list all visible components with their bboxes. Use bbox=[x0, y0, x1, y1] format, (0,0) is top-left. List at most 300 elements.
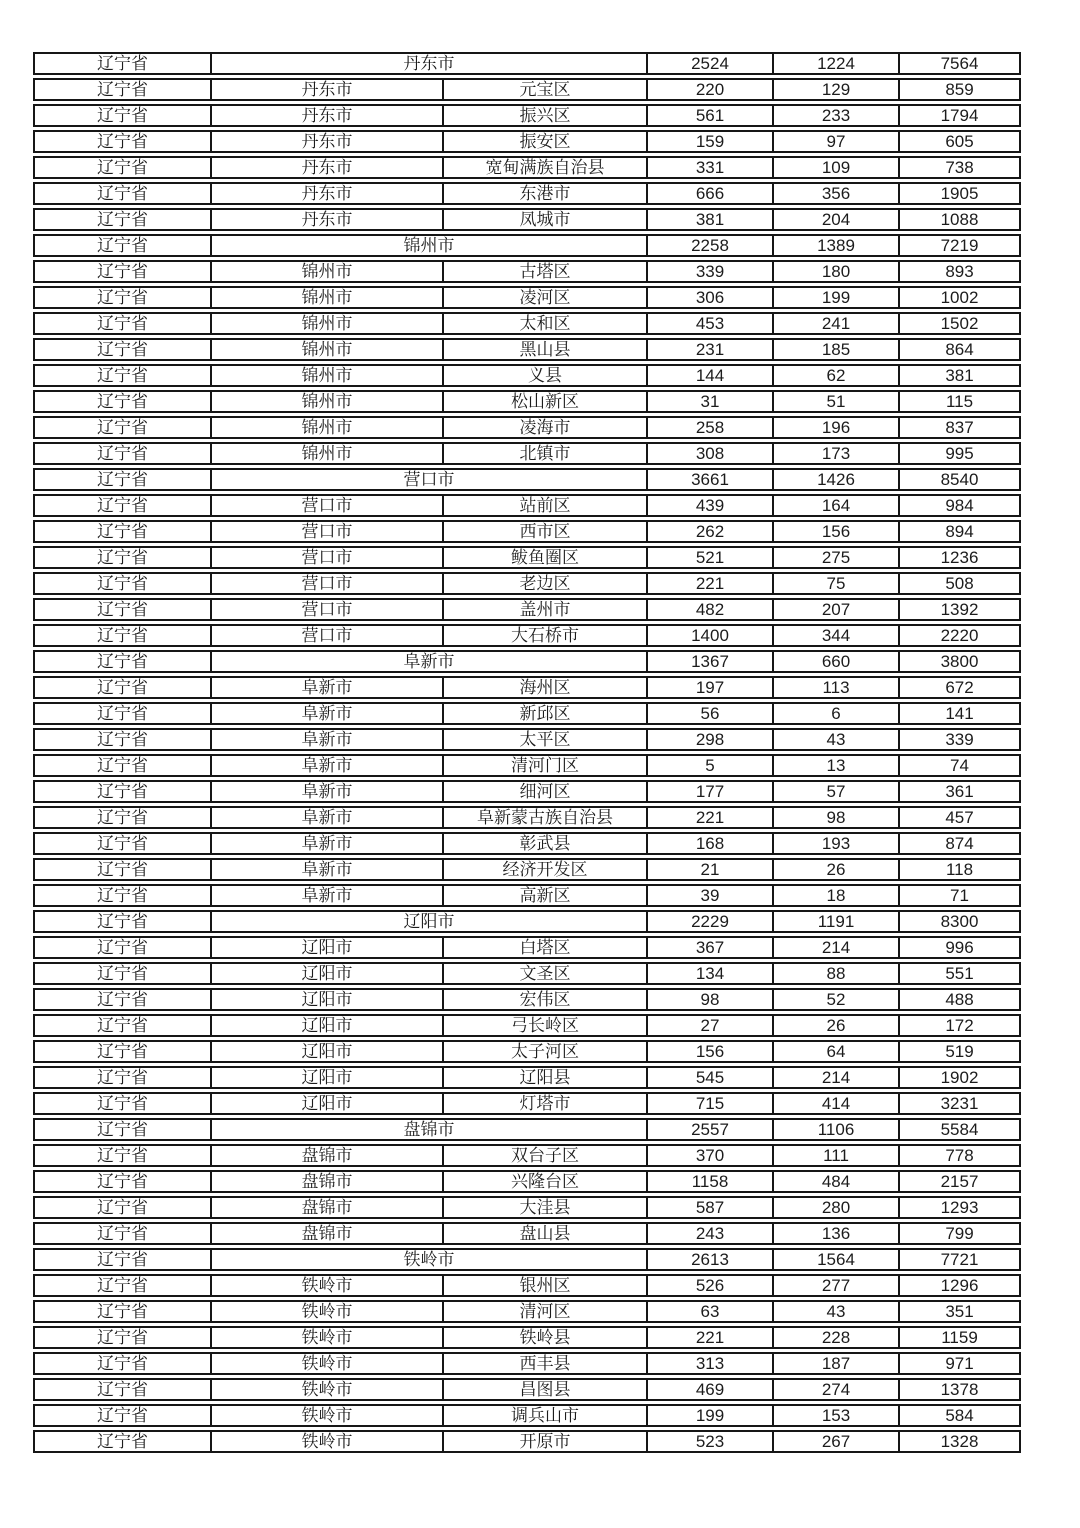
table-row-city-total bbox=[33, 1248, 1021, 1271]
table-row bbox=[33, 1378, 1021, 1401]
province-cell: 辽宁省 bbox=[33, 702, 210, 725]
value-cell: 56 bbox=[646, 702, 772, 725]
value-cell: 361 bbox=[898, 780, 1021, 803]
value-cell: 43 bbox=[772, 1300, 898, 1323]
value-cell: 1293 bbox=[898, 1196, 1021, 1219]
value-cell: 7721 bbox=[898, 1248, 1021, 1271]
value-cell: 1296 bbox=[898, 1274, 1021, 1297]
table-row bbox=[33, 832, 1021, 855]
province-cell: 辽宁省 bbox=[33, 1040, 210, 1063]
value-cell: 214 bbox=[772, 936, 898, 959]
district-cell: 文圣区 bbox=[442, 962, 646, 985]
value-cell: 141 bbox=[898, 702, 1021, 725]
city-cell-merged: 铁岭市 bbox=[210, 1248, 646, 1271]
district-cell: 大石桥市 bbox=[442, 624, 646, 647]
value-cell: 207 bbox=[772, 598, 898, 621]
table-row bbox=[33, 962, 1021, 985]
table-row bbox=[33, 364, 1021, 387]
district-cell: 灯塔市 bbox=[442, 1092, 646, 1115]
value-cell: 469 bbox=[646, 1378, 772, 1401]
value-cell: 3661 bbox=[646, 468, 772, 491]
value-cell: 97 bbox=[772, 130, 898, 153]
value-cell: 1426 bbox=[772, 468, 898, 491]
value-cell: 381 bbox=[898, 364, 1021, 387]
district-cell: 宽甸满族自治县 bbox=[442, 156, 646, 179]
district-cell: 阜新蒙古族自治县 bbox=[442, 806, 646, 829]
value-cell: 561 bbox=[646, 104, 772, 127]
value-cell: 1159 bbox=[898, 1326, 1021, 1349]
value-cell: 18 bbox=[772, 884, 898, 907]
value-cell: 519 bbox=[898, 1040, 1021, 1063]
value-cell: 508 bbox=[898, 572, 1021, 595]
value-cell: 8540 bbox=[898, 468, 1021, 491]
value-cell: 356 bbox=[772, 182, 898, 205]
city-cell-merged: 锦州市 bbox=[210, 234, 646, 257]
province-cell: 辽宁省 bbox=[33, 468, 210, 491]
table-row bbox=[33, 1326, 1021, 1349]
value-cell: 996 bbox=[898, 936, 1021, 959]
value-cell: 715 bbox=[646, 1092, 772, 1115]
value-cell: 584 bbox=[898, 1404, 1021, 1427]
district-cell: 白塔区 bbox=[442, 936, 646, 959]
table-row bbox=[33, 780, 1021, 803]
value-cell: 306 bbox=[646, 286, 772, 309]
district-cell: 太子河区 bbox=[442, 1040, 646, 1063]
province-cell: 辽宁省 bbox=[33, 1014, 210, 1037]
value-cell: 51 bbox=[772, 390, 898, 413]
value-cell: 277 bbox=[772, 1274, 898, 1297]
value-cell: 134 bbox=[646, 962, 772, 985]
city-cell: 铁岭市 bbox=[210, 1274, 442, 1297]
city-cell: 丹东市 bbox=[210, 130, 442, 153]
table-row bbox=[33, 416, 1021, 439]
statistics-table-body bbox=[33, 52, 1021, 1453]
province-cell: 辽宁省 bbox=[33, 884, 210, 907]
district-cell: 辽阳县 bbox=[442, 1066, 646, 1089]
value-cell: 7219 bbox=[898, 234, 1021, 257]
value-cell: 115 bbox=[898, 390, 1021, 413]
district-cell: 义县 bbox=[442, 364, 646, 387]
value-cell: 439 bbox=[646, 494, 772, 517]
value-cell: 262 bbox=[646, 520, 772, 543]
table-row bbox=[33, 598, 1021, 621]
province-cell: 辽宁省 bbox=[33, 1430, 210, 1453]
table-row bbox=[33, 572, 1021, 595]
city-cell: 盘锦市 bbox=[210, 1196, 442, 1219]
value-cell: 351 bbox=[898, 1300, 1021, 1323]
value-cell: 339 bbox=[898, 728, 1021, 751]
table-row bbox=[33, 1404, 1021, 1427]
city-cell: 阜新市 bbox=[210, 884, 442, 907]
city-cell: 阜新市 bbox=[210, 702, 442, 725]
province-cell: 辽宁省 bbox=[33, 728, 210, 751]
table-row bbox=[33, 130, 1021, 153]
province-cell: 辽宁省 bbox=[33, 1196, 210, 1219]
value-cell: 98 bbox=[772, 806, 898, 829]
table-row bbox=[33, 390, 1021, 413]
value-cell: 193 bbox=[772, 832, 898, 855]
table-row bbox=[33, 156, 1021, 179]
value-cell: 5584 bbox=[898, 1118, 1021, 1141]
province-cell: 辽宁省 bbox=[33, 520, 210, 543]
table-row bbox=[33, 988, 1021, 1011]
province-cell: 辽宁省 bbox=[33, 1378, 210, 1401]
city-cell-merged: 阜新市 bbox=[210, 650, 646, 673]
city-cell: 辽阳市 bbox=[210, 1040, 442, 1063]
city-cell: 铁岭市 bbox=[210, 1300, 442, 1323]
value-cell: 177 bbox=[646, 780, 772, 803]
district-cell: 双台子区 bbox=[442, 1144, 646, 1167]
province-cell: 辽宁省 bbox=[33, 1300, 210, 1323]
district-cell: 铁岭县 bbox=[442, 1326, 646, 1349]
value-cell: 129 bbox=[772, 78, 898, 101]
table-row bbox=[33, 1430, 1021, 1453]
value-cell: 339 bbox=[646, 260, 772, 283]
district-cell: 清河门区 bbox=[442, 754, 646, 777]
value-cell: 308 bbox=[646, 442, 772, 465]
district-cell: 凌河区 bbox=[442, 286, 646, 309]
province-cell: 辽宁省 bbox=[33, 858, 210, 881]
value-cell: 75 bbox=[772, 572, 898, 595]
city-cell: 铁岭市 bbox=[210, 1378, 442, 1401]
value-cell: 995 bbox=[898, 442, 1021, 465]
province-cell: 辽宁省 bbox=[33, 624, 210, 647]
value-cell: 893 bbox=[898, 260, 1021, 283]
province-cell: 辽宁省 bbox=[33, 1118, 210, 1141]
value-cell: 526 bbox=[646, 1274, 772, 1297]
province-cell: 辽宁省 bbox=[33, 156, 210, 179]
district-cell: 西丰县 bbox=[442, 1352, 646, 1375]
district-cell: 黑山县 bbox=[442, 338, 646, 361]
value-cell: 453 bbox=[646, 312, 772, 335]
value-cell: 5 bbox=[646, 754, 772, 777]
table-row-city-total bbox=[33, 650, 1021, 673]
district-cell: 西市区 bbox=[442, 520, 646, 543]
value-cell: 43 bbox=[772, 728, 898, 751]
province-cell: 辽宁省 bbox=[33, 234, 210, 257]
city-cell: 盘锦市 bbox=[210, 1222, 442, 1245]
value-cell: 156 bbox=[772, 520, 898, 543]
city-cell: 阜新市 bbox=[210, 728, 442, 751]
value-cell: 971 bbox=[898, 1352, 1021, 1375]
value-cell: 144 bbox=[646, 364, 772, 387]
table-row bbox=[33, 1066, 1021, 1089]
value-cell: 837 bbox=[898, 416, 1021, 439]
city-cell: 营口市 bbox=[210, 598, 442, 621]
value-cell: 275 bbox=[772, 546, 898, 569]
value-cell: 370 bbox=[646, 1144, 772, 1167]
value-cell: 39 bbox=[646, 884, 772, 907]
value-cell: 6 bbox=[772, 702, 898, 725]
value-cell: 1158 bbox=[646, 1170, 772, 1193]
value-cell: 98 bbox=[646, 988, 772, 1011]
value-cell: 1400 bbox=[646, 624, 772, 647]
city-cell-merged: 盘锦市 bbox=[210, 1118, 646, 1141]
district-cell: 开原市 bbox=[442, 1430, 646, 1453]
province-cell: 辽宁省 bbox=[33, 1170, 210, 1193]
district-cell: 高新区 bbox=[442, 884, 646, 907]
province-cell: 辽宁省 bbox=[33, 1248, 210, 1271]
city-cell: 铁岭市 bbox=[210, 1326, 442, 1349]
table-row bbox=[33, 312, 1021, 335]
province-cell: 辽宁省 bbox=[33, 286, 210, 309]
value-cell: 859 bbox=[898, 78, 1021, 101]
city-cell: 辽阳市 bbox=[210, 1066, 442, 1089]
province-cell: 辽宁省 bbox=[33, 182, 210, 205]
value-cell: 52 bbox=[772, 988, 898, 1011]
province-cell: 辽宁省 bbox=[33, 1066, 210, 1089]
value-cell: 799 bbox=[898, 1222, 1021, 1245]
province-cell: 辽宁省 bbox=[33, 910, 210, 933]
table-row bbox=[33, 936, 1021, 959]
city-cell: 盘锦市 bbox=[210, 1170, 442, 1193]
value-cell: 1002 bbox=[898, 286, 1021, 309]
table-row bbox=[33, 728, 1021, 751]
value-cell: 488 bbox=[898, 988, 1021, 1011]
value-cell: 26 bbox=[772, 858, 898, 881]
value-cell: 221 bbox=[646, 572, 772, 595]
value-cell: 196 bbox=[772, 416, 898, 439]
table-row bbox=[33, 702, 1021, 725]
city-cell: 铁岭市 bbox=[210, 1430, 442, 1453]
value-cell: 298 bbox=[646, 728, 772, 751]
district-cell: 北镇市 bbox=[442, 442, 646, 465]
value-cell: 241 bbox=[772, 312, 898, 335]
table-row bbox=[33, 442, 1021, 465]
value-cell: 1392 bbox=[898, 598, 1021, 621]
table-row bbox=[33, 806, 1021, 829]
value-cell: 605 bbox=[898, 130, 1021, 153]
value-cell: 111 bbox=[772, 1144, 898, 1167]
value-cell: 63 bbox=[646, 1300, 772, 1323]
province-cell: 辽宁省 bbox=[33, 1274, 210, 1297]
value-cell: 2613 bbox=[646, 1248, 772, 1271]
table-row bbox=[33, 338, 1021, 361]
value-cell: 313 bbox=[646, 1352, 772, 1375]
province-cell: 辽宁省 bbox=[33, 1404, 210, 1427]
province-cell: 辽宁省 bbox=[33, 754, 210, 777]
province-cell: 辽宁省 bbox=[33, 52, 210, 75]
table-row bbox=[33, 754, 1021, 777]
value-cell: 1794 bbox=[898, 104, 1021, 127]
value-cell: 666 bbox=[646, 182, 772, 205]
district-cell: 凌海市 bbox=[442, 416, 646, 439]
city-cell-merged: 丹东市 bbox=[210, 52, 646, 75]
province-cell: 辽宁省 bbox=[33, 338, 210, 361]
district-cell: 海州区 bbox=[442, 676, 646, 699]
value-cell: 187 bbox=[772, 1352, 898, 1375]
table-row bbox=[33, 1014, 1021, 1037]
value-cell: 164 bbox=[772, 494, 898, 517]
province-cell: 辽宁省 bbox=[33, 936, 210, 959]
district-cell: 银州区 bbox=[442, 1274, 646, 1297]
city-cell: 营口市 bbox=[210, 546, 442, 569]
city-cell: 辽阳市 bbox=[210, 1014, 442, 1037]
city-cell-merged: 辽阳市 bbox=[210, 910, 646, 933]
value-cell: 185 bbox=[772, 338, 898, 361]
province-cell: 辽宁省 bbox=[33, 1222, 210, 1245]
value-cell: 13 bbox=[772, 754, 898, 777]
city-cell: 阜新市 bbox=[210, 754, 442, 777]
value-cell: 64 bbox=[772, 1040, 898, 1063]
table-row bbox=[33, 1300, 1021, 1323]
province-cell: 辽宁省 bbox=[33, 78, 210, 101]
district-cell: 新邱区 bbox=[442, 702, 646, 725]
city-cell: 营口市 bbox=[210, 572, 442, 595]
value-cell: 1502 bbox=[898, 312, 1021, 335]
province-cell: 辽宁省 bbox=[33, 416, 210, 439]
value-cell: 484 bbox=[772, 1170, 898, 1193]
value-cell: 1902 bbox=[898, 1066, 1021, 1089]
city-cell: 锦州市 bbox=[210, 312, 442, 335]
table-row bbox=[33, 1040, 1021, 1063]
value-cell: 738 bbox=[898, 156, 1021, 179]
district-cell: 鲅鱼圈区 bbox=[442, 546, 646, 569]
province-cell: 辽宁省 bbox=[33, 208, 210, 231]
city-cell: 辽阳市 bbox=[210, 936, 442, 959]
province-cell: 辽宁省 bbox=[33, 676, 210, 699]
city-cell: 营口市 bbox=[210, 624, 442, 647]
value-cell: 204 bbox=[772, 208, 898, 231]
value-cell: 367 bbox=[646, 936, 772, 959]
value-cell: 8300 bbox=[898, 910, 1021, 933]
district-cell: 盘山县 bbox=[442, 1222, 646, 1245]
value-cell: 864 bbox=[898, 338, 1021, 361]
province-cell: 辽宁省 bbox=[33, 650, 210, 673]
province-cell: 辽宁省 bbox=[33, 1144, 210, 1167]
value-cell: 62 bbox=[772, 364, 898, 387]
value-cell: 1378 bbox=[898, 1378, 1021, 1401]
city-cell: 锦州市 bbox=[210, 260, 442, 283]
value-cell: 113 bbox=[772, 676, 898, 699]
city-cell: 锦州市 bbox=[210, 364, 442, 387]
value-cell: 381 bbox=[646, 208, 772, 231]
table-row bbox=[33, 624, 1021, 647]
value-cell: 214 bbox=[772, 1066, 898, 1089]
value-cell: 482 bbox=[646, 598, 772, 621]
value-cell: 660 bbox=[772, 650, 898, 673]
value-cell: 168 bbox=[646, 832, 772, 855]
city-cell: 丹东市 bbox=[210, 182, 442, 205]
city-cell: 丹东市 bbox=[210, 156, 442, 179]
district-cell: 调兵山市 bbox=[442, 1404, 646, 1427]
province-cell: 辽宁省 bbox=[33, 312, 210, 335]
city-cell-merged: 营口市 bbox=[210, 468, 646, 491]
province-cell: 辽宁省 bbox=[33, 806, 210, 829]
table-row bbox=[33, 286, 1021, 309]
table-row-city-total bbox=[33, 52, 1021, 75]
district-cell: 老边区 bbox=[442, 572, 646, 595]
district-cell: 元宝区 bbox=[442, 78, 646, 101]
table-row bbox=[33, 494, 1021, 517]
district-cell: 凤城市 bbox=[442, 208, 646, 231]
value-cell: 7564 bbox=[898, 52, 1021, 75]
value-cell: 414 bbox=[772, 1092, 898, 1115]
district-cell: 振安区 bbox=[442, 130, 646, 153]
district-cell: 古塔区 bbox=[442, 260, 646, 283]
value-cell: 2157 bbox=[898, 1170, 1021, 1193]
value-cell: 874 bbox=[898, 832, 1021, 855]
value-cell: 344 bbox=[772, 624, 898, 647]
value-cell: 136 bbox=[772, 1222, 898, 1245]
district-cell: 宏伟区 bbox=[442, 988, 646, 1011]
table-row-city-total bbox=[33, 910, 1021, 933]
value-cell: 180 bbox=[772, 260, 898, 283]
province-cell: 辽宁省 bbox=[33, 1326, 210, 1349]
value-cell: 2220 bbox=[898, 624, 1021, 647]
city-cell: 锦州市 bbox=[210, 416, 442, 439]
value-cell: 551 bbox=[898, 962, 1021, 985]
province-cell: 辽宁省 bbox=[33, 598, 210, 621]
district-cell: 兴隆台区 bbox=[442, 1170, 646, 1193]
province-cell: 辽宁省 bbox=[33, 962, 210, 985]
district-cell: 经济开发区 bbox=[442, 858, 646, 881]
table-row bbox=[33, 182, 1021, 205]
table-row bbox=[33, 78, 1021, 101]
table-row bbox=[33, 1170, 1021, 1193]
province-cell: 辽宁省 bbox=[33, 988, 210, 1011]
table-row bbox=[33, 546, 1021, 569]
district-cell: 站前区 bbox=[442, 494, 646, 517]
value-cell: 1088 bbox=[898, 208, 1021, 231]
value-cell: 2229 bbox=[646, 910, 772, 933]
value-cell: 220 bbox=[646, 78, 772, 101]
city-cell: 锦州市 bbox=[210, 338, 442, 361]
value-cell: 1367 bbox=[646, 650, 772, 673]
city-cell: 丹东市 bbox=[210, 104, 442, 127]
city-cell: 辽阳市 bbox=[210, 1092, 442, 1115]
value-cell: 31 bbox=[646, 390, 772, 413]
table-row bbox=[33, 1222, 1021, 1245]
value-cell: 197 bbox=[646, 676, 772, 699]
table-row-city-total bbox=[33, 234, 1021, 257]
value-cell: 172 bbox=[898, 1014, 1021, 1037]
table-row bbox=[33, 520, 1021, 543]
value-cell: 274 bbox=[772, 1378, 898, 1401]
value-cell: 2258 bbox=[646, 234, 772, 257]
province-cell: 辽宁省 bbox=[33, 1092, 210, 1115]
district-cell: 盖州市 bbox=[442, 598, 646, 621]
value-cell: 1389 bbox=[772, 234, 898, 257]
city-cell: 阜新市 bbox=[210, 858, 442, 881]
value-cell: 280 bbox=[772, 1196, 898, 1219]
province-cell: 辽宁省 bbox=[33, 104, 210, 127]
table-row bbox=[33, 1352, 1021, 1375]
city-cell: 锦州市 bbox=[210, 286, 442, 309]
city-cell: 辽阳市 bbox=[210, 962, 442, 985]
table-row bbox=[33, 676, 1021, 699]
value-cell: 984 bbox=[898, 494, 1021, 517]
table-row bbox=[33, 1196, 1021, 1219]
district-cell: 彰武县 bbox=[442, 832, 646, 855]
value-cell: 3231 bbox=[898, 1092, 1021, 1115]
value-cell: 1224 bbox=[772, 52, 898, 75]
value-cell: 2524 bbox=[646, 52, 772, 75]
table-row bbox=[33, 104, 1021, 127]
value-cell: 778 bbox=[898, 1144, 1021, 1167]
city-cell: 铁岭市 bbox=[210, 1404, 442, 1427]
city-cell: 辽阳市 bbox=[210, 988, 442, 1011]
value-cell: 228 bbox=[772, 1326, 898, 1349]
province-cell: 辽宁省 bbox=[33, 390, 210, 413]
province-cell: 辽宁省 bbox=[33, 442, 210, 465]
value-cell: 267 bbox=[772, 1430, 898, 1453]
value-cell: 71 bbox=[898, 884, 1021, 907]
value-cell: 258 bbox=[646, 416, 772, 439]
value-cell: 1236 bbox=[898, 546, 1021, 569]
province-cell: 辽宁省 bbox=[33, 572, 210, 595]
value-cell: 199 bbox=[646, 1404, 772, 1427]
